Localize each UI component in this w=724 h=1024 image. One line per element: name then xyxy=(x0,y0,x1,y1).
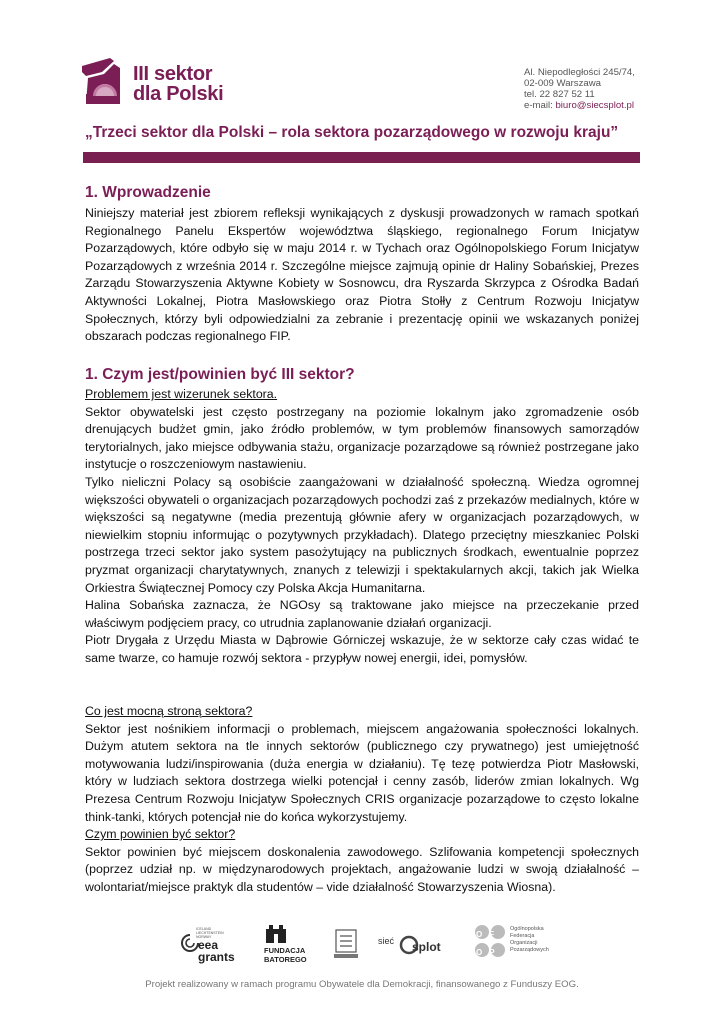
batorego-word: BATOREGO xyxy=(264,955,307,964)
siec-splot-logo xyxy=(378,932,448,962)
paragraph: Tylko nieliczni Polacy są osobiście zaangażowani w działalność społeczną. Wiedza ogromnej większości obywateli o organizacjach pozarządowych pochodzi zaś z przekazów medialnych, które w większości są negatywne (media prezentują głównie afery w organizacjach pozarządowych, w niewielkim stopniu informując o pozytywnych przykładach). Dlatego przeciętny mieszkaniec Polski postrzega trzeci sektor jako system pasożytujący na publicznych środkach, ewentualnie poprzez pryzmat organizacji charytatywnych, znanych z telewizji i spektakularnych akcji, takich jak Wielka Orkiestra Świątecznej Pomocy czy Polska Akcja Humanitarna. xyxy=(85,474,639,595)
intro-paragraph: Niniejszy materiał jest zbiorem refleksji wynikających z dyskusji prowadzonych w ramach spotkań Regionalnego Panelu Ekspertów województwa śląskiego, regionalnego Forum Inicjatyw Pozarządowych, które odbyło się w maju 2014 r. w Tychach oraz Ogólnopolskiego Forum Inicjatyw Pozarządowych z września 2014 r. Szczególne miejsce zajmują opinie dr Haliny Sobańskiej, Prezes Zarządu Stowarzyszenia Aktywne Kobiety w Sosnowcu, dra Ryszarda Skrzypca z Ośrodka Badań Aktywności Lokalnej, Piotra Masłowskiego oraz Piotra Stołły z Centrum Rozwoju Inicjatyw Społecznych, którzy byli odpowiedzialni za zebranie i prezentację opinii we wskazanych poniżej obszarach podczas regionalnego FIP. xyxy=(85,206,639,344)
strengths-block xyxy=(85,703,639,897)
paragraph: Piotr Drygała z Urzędu Miasta w Dąbrowie Górniczej wskazuje, że w sektorze cały czas widać te same twarze, co hamuje rozwój sektora - przypływ nowej energii, idei, pomysłów. xyxy=(85,633,639,665)
email-label: e-mail: xyxy=(524,100,556,111)
logo-icon xyxy=(80,58,140,108)
ofop-logo xyxy=(474,924,564,964)
paragraph: Sektor powinien być miejscem doskonalenia zawodowego. Szlifowania kompetencji społecznych (poprzez udział np. w międzynarodowych projektach, angażowanie ludzi w swoją działalność – wolontariat/miejsce praktyk dla studentów – vide działalność Stowarzyszenia Wiosna). xyxy=(85,844,639,894)
fundacja-emblem-icon xyxy=(266,925,286,943)
ofop-line2: Federacja xyxy=(510,933,535,939)
section-heading-what: 1. Czym jest/powinien być III sektor? xyxy=(85,366,355,383)
siec-word: sieć xyxy=(378,936,395,946)
email-line xyxy=(524,100,634,111)
email-link[interactable]: biuro@siecsplot.pl xyxy=(555,100,634,111)
logo-title-line1: III sektor xyxy=(133,63,213,85)
eea-grants-logo xyxy=(180,927,240,967)
eea-countries: ICELAND LIECHTENSTEIN NORWAY xyxy=(196,927,224,939)
ofop-line1: Ogólnopolska xyxy=(510,926,544,932)
ofop-letters: OF OP xyxy=(476,930,502,957)
subheading-image-problem: Problemem jest wizerunek sektora. xyxy=(85,387,278,401)
footer-note: Projekt realizowany w ramach programu Obywatele dla Demokracji, finansowanego z Funduszy EOG. xyxy=(145,979,579,990)
paragraph: Sektor jest nośnikiem informacji o problemach, miejscem angażowania społeczności lokalnych. Dużym atutem sektora na tle innych sektorów (publicznego czy prywatnego) jest umiejętność motywowania ludzi/inspirowania (duża energia w działaniu). Tę tezę potwierdza Piotr Masłowski, który w ludziach sektora dostrzega wielki potencjał i cenny zasób, liderów zmian lokalnych. Wg Prezesa Centrum Rozwoju Inicjatyw Społecznych CRIS organizacje pozarządowe to często lokalne think-tanki, których potencjał nie do końca wykorzystujemy. xyxy=(85,721,639,824)
document-title: „Trzeci sektor dla Polski – rola sektora pozarządowego w rozwoju kraju” xyxy=(85,124,619,141)
ofop-line3: Organizacji xyxy=(510,940,538,946)
grants-word: grants xyxy=(198,950,235,964)
fundacja-word: FUNDACJA xyxy=(264,946,306,955)
title-divider-bar xyxy=(83,152,640,163)
splot-word: splot xyxy=(412,940,441,954)
subheading-should-be: Czym powinien być sektor? xyxy=(85,827,236,842)
paragraph: Sektor obywatelski jest często postrzegany na poziomie lokalnym jako zgromadzenie osób drenujących budżet gmin, jako źródło problemów, w tym problemów finansowych samorządów terytorialnych, jako miejsce odbywania stażu, organizacje pozarządowe są również postrzegane jako instytucje o roszczeniowym nastawieniu. xyxy=(85,404,639,472)
logo-title-line2: dla Polski xyxy=(133,83,224,105)
fundacja-batorego-logo xyxy=(264,925,314,969)
ofop-line4: Pozarządowych xyxy=(510,947,549,953)
address-line1: Al. Niepodległości 245/74, xyxy=(524,67,635,78)
eea-word: eea xyxy=(198,938,219,952)
address-line2: 02-009 Warszawa xyxy=(524,78,601,89)
crest-icon xyxy=(332,928,360,960)
partner-crest-logo xyxy=(332,928,362,960)
section-heading-intro: 1. Wprowadzenie xyxy=(85,184,211,201)
paragraph: Halina Sobańska zaznacza, że NGOsy są traktowane jako miejsce na przeczekanie przed właściwym podjęciem pracy, co utrudnia zaplanowanie działań organizacji. xyxy=(85,598,639,630)
intro-block xyxy=(85,205,639,346)
what-block xyxy=(85,386,639,668)
subheading-strengths: Co jest mocną stroną sektora? xyxy=(85,704,253,718)
phone: tel. 22 827 52 11 xyxy=(524,89,595,100)
